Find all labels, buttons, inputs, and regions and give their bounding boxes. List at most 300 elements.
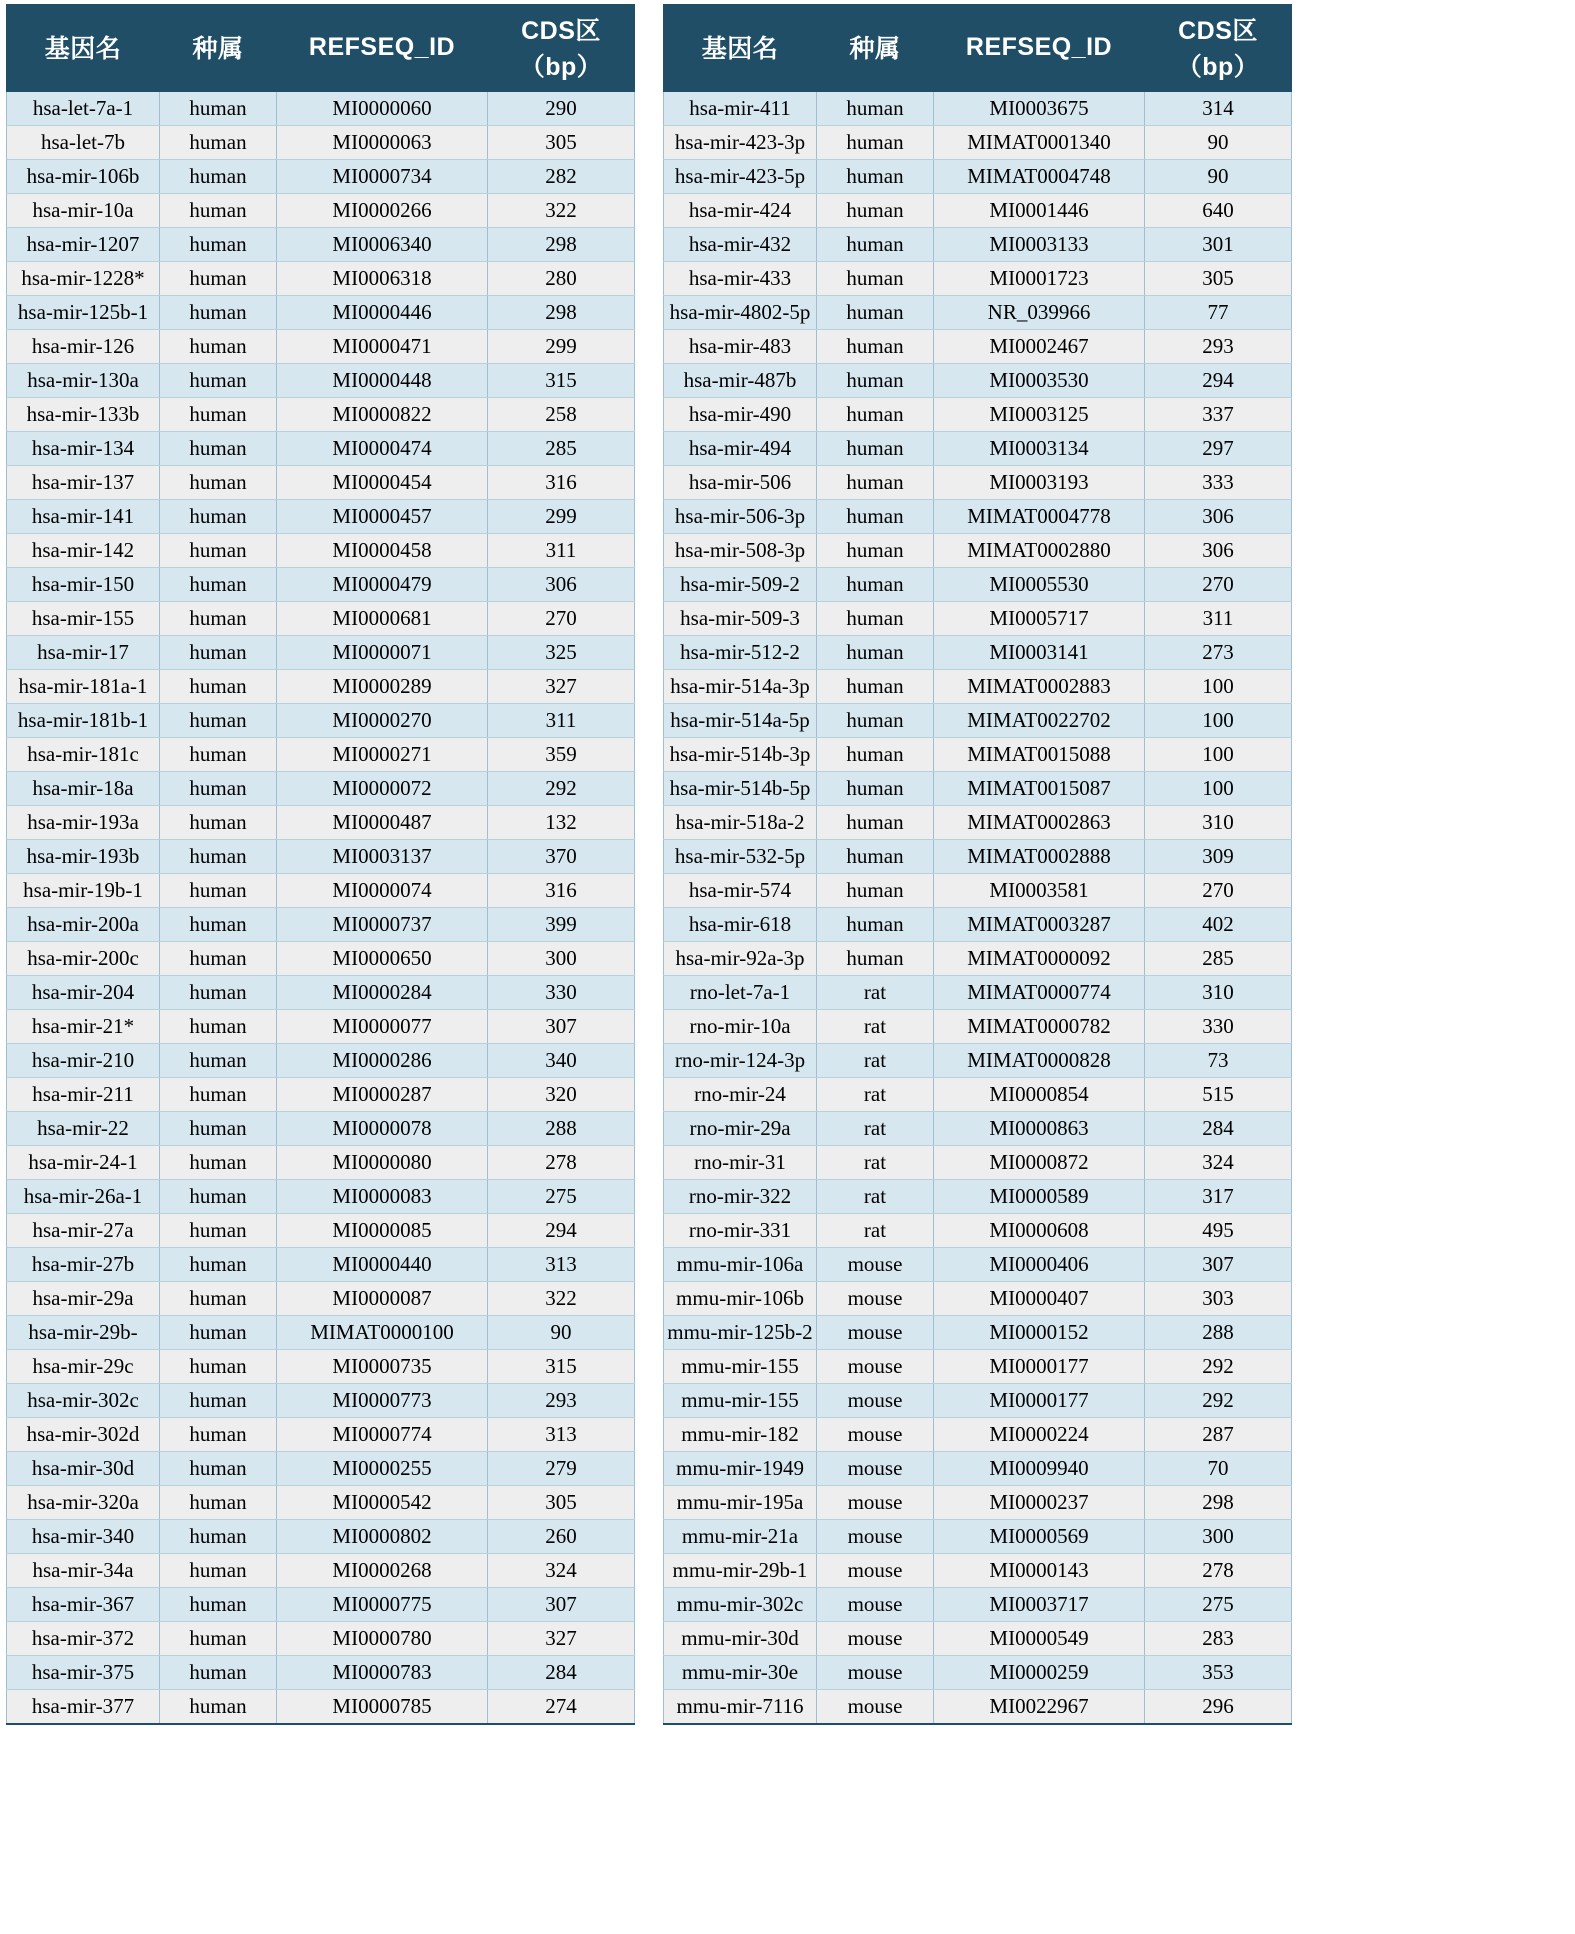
cell-gene-name: hsa-mir-29a xyxy=(7,1282,160,1316)
cell-cds-length: 333 xyxy=(1145,466,1292,500)
cell-gene-name: hsa-mir-27b xyxy=(7,1248,160,1282)
cell-cds-length: 100 xyxy=(1145,670,1292,704)
table-row xyxy=(7,228,635,262)
cell-species: human xyxy=(160,1452,277,1486)
cell-species: human xyxy=(160,1282,277,1316)
cell-species: human xyxy=(817,364,934,398)
table-row xyxy=(664,500,1292,534)
cell-cds-length: 337 xyxy=(1145,398,1292,432)
table-row xyxy=(664,772,1292,806)
cell-species: human xyxy=(160,874,277,908)
table-row xyxy=(7,976,635,1010)
cell-gene-name: hsa-mir-411 xyxy=(664,92,817,126)
gene-table-left xyxy=(6,4,635,1725)
cell-gene-name: hsa-mir-618 xyxy=(664,908,817,942)
cell-refseq-id: MIMAT0002880 xyxy=(934,534,1145,568)
cell-refseq-id: MI0000080 xyxy=(277,1146,488,1180)
cell-refseq-id: MI0003137 xyxy=(277,840,488,874)
cell-cds-length: 278 xyxy=(488,1146,635,1180)
cell-cds-length: 285 xyxy=(488,432,635,466)
cell-cds-length: 293 xyxy=(1145,330,1292,364)
cell-species: human xyxy=(160,1350,277,1384)
cell-gene-name: mmu-mir-106b xyxy=(664,1282,817,1316)
table-row xyxy=(7,1316,635,1350)
table-row xyxy=(664,466,1292,500)
cell-species: mouse xyxy=(817,1588,934,1622)
table-row xyxy=(664,1350,1292,1384)
table-row xyxy=(664,262,1292,296)
table-row xyxy=(664,228,1292,262)
table-row xyxy=(7,874,635,908)
cell-cds-length: 284 xyxy=(488,1656,635,1690)
table-row xyxy=(664,364,1292,398)
table-row xyxy=(7,364,635,398)
cell-refseq-id: MI0000085 xyxy=(277,1214,488,1248)
cell-cds-length: 275 xyxy=(488,1180,635,1214)
cell-gene-name: hsa-mir-181c xyxy=(7,738,160,772)
cell-gene-name: hsa-mir-30d xyxy=(7,1452,160,1486)
cell-cds-length: 322 xyxy=(488,1282,635,1316)
table-row xyxy=(7,1452,635,1486)
cell-species: rat xyxy=(817,1112,934,1146)
table-row xyxy=(7,126,635,160)
cell-refseq-id: MI0000487 xyxy=(277,806,488,840)
gene-table-right xyxy=(663,4,1292,1725)
cell-species: human xyxy=(160,1622,277,1656)
cell-gene-name: hsa-mir-204 xyxy=(7,976,160,1010)
cell-cds-length: 278 xyxy=(1145,1554,1292,1588)
cell-gene-name: hsa-let-7b xyxy=(7,126,160,160)
cell-gene-name: hsa-mir-125b-1 xyxy=(7,296,160,330)
cell-cds-length: 298 xyxy=(488,296,635,330)
table-body-right xyxy=(664,92,1292,1725)
cell-refseq-id: MI0000143 xyxy=(934,1554,1145,1588)
table-row xyxy=(664,1656,1292,1690)
cell-species: human xyxy=(160,330,277,364)
cell-species: human xyxy=(160,262,277,296)
cell-refseq-id: MI0000775 xyxy=(277,1588,488,1622)
cell-refseq-id: MI0000854 xyxy=(934,1078,1145,1112)
cell-cds-length: 288 xyxy=(488,1112,635,1146)
cell-species: rat xyxy=(817,1044,934,1078)
cell-refseq-id: MI0000471 xyxy=(277,330,488,364)
cell-species: human xyxy=(160,1112,277,1146)
cell-refseq-id: MI0000072 xyxy=(277,772,488,806)
cell-cds-length: 306 xyxy=(1145,500,1292,534)
cell-cds-length: 311 xyxy=(488,704,635,738)
cell-species: human xyxy=(817,500,934,534)
cell-refseq-id: MI0000287 xyxy=(277,1078,488,1112)
cell-refseq-id: MI0009940 xyxy=(934,1452,1145,1486)
cell-cds-length: 90 xyxy=(1145,160,1292,194)
cell-gene-name: hsa-mir-423-5p xyxy=(664,160,817,194)
cell-gene-name: hsa-mir-133b xyxy=(7,398,160,432)
table-row xyxy=(7,1656,635,1690)
cell-cds-length: 327 xyxy=(488,1622,635,1656)
cell-cds-length: 273 xyxy=(1145,636,1292,670)
cell-refseq-id: MI0003581 xyxy=(934,874,1145,908)
table-row xyxy=(664,398,1292,432)
cell-gene-name: hsa-mir-17 xyxy=(7,636,160,670)
cell-cds-length: 288 xyxy=(1145,1316,1292,1350)
cell-refseq-id: MI0000237 xyxy=(934,1486,1145,1520)
cell-gene-name: hsa-mir-126 xyxy=(7,330,160,364)
cell-gene-name: hsa-mir-490 xyxy=(664,398,817,432)
cell-cds-length: 370 xyxy=(488,840,635,874)
cell-species: human xyxy=(160,670,277,704)
cell-gene-name: hsa-mir-10a xyxy=(7,194,160,228)
table-row xyxy=(664,432,1292,466)
cell-refseq-id: MI0001446 xyxy=(934,194,1145,228)
cell-refseq-id: MI0006318 xyxy=(277,262,488,296)
table-row xyxy=(664,976,1292,1010)
header-row xyxy=(7,5,635,92)
cell-refseq-id: MI0000822 xyxy=(277,398,488,432)
cell-refseq-id: MI0000271 xyxy=(277,738,488,772)
cell-species: human xyxy=(160,92,277,126)
cell-refseq-id: MI0000407 xyxy=(934,1282,1145,1316)
header-row xyxy=(664,5,1292,92)
cell-species: rat xyxy=(817,1010,934,1044)
table-row xyxy=(7,1486,635,1520)
cell-cds-length: 90 xyxy=(1145,126,1292,160)
cell-refseq-id: MI0000542 xyxy=(277,1486,488,1520)
cell-cds-length: 314 xyxy=(1145,92,1292,126)
cell-refseq-id: MI0000458 xyxy=(277,534,488,568)
cell-species: mouse xyxy=(817,1622,934,1656)
cell-species: human xyxy=(817,262,934,296)
cell-cds-length: 100 xyxy=(1145,772,1292,806)
table-row xyxy=(664,1214,1292,1248)
cell-species: human xyxy=(817,194,934,228)
cell-species: human xyxy=(817,126,934,160)
cell-refseq-id: MI0000224 xyxy=(934,1418,1145,1452)
cell-species: human xyxy=(160,1384,277,1418)
cell-species: human xyxy=(160,1486,277,1520)
cell-refseq-id: MIMAT0002863 xyxy=(934,806,1145,840)
cell-species: rat xyxy=(817,1078,934,1112)
cell-species: human xyxy=(160,398,277,432)
table-row xyxy=(664,704,1292,738)
cell-cds-length: 399 xyxy=(488,908,635,942)
table-row xyxy=(7,398,635,432)
cell-refseq-id: MI0000087 xyxy=(277,1282,488,1316)
cell-cds-length: 132 xyxy=(488,806,635,840)
cell-refseq-id: MI0003193 xyxy=(934,466,1145,500)
cell-gene-name: hsa-mir-142 xyxy=(7,534,160,568)
cell-gene-name: mmu-mir-155 xyxy=(664,1350,817,1384)
cell-species: human xyxy=(160,636,277,670)
cell-species: mouse xyxy=(817,1452,934,1486)
cell-species: human xyxy=(160,126,277,160)
cell-refseq-id: MI0000071 xyxy=(277,636,488,670)
cell-refseq-id: MI0000737 xyxy=(277,908,488,942)
cell-cds-length: 327 xyxy=(488,670,635,704)
table-row xyxy=(664,806,1292,840)
cell-gene-name: rno-mir-24 xyxy=(664,1078,817,1112)
cell-species: human xyxy=(160,1180,277,1214)
cell-gene-name: mmu-mir-7116 xyxy=(664,1690,817,1725)
cell-refseq-id: MIMAT0000782 xyxy=(934,1010,1145,1044)
cell-species: mouse xyxy=(817,1486,934,1520)
cell-gene-name: hsa-mir-514a-3p xyxy=(664,670,817,704)
cell-cds-length: 284 xyxy=(1145,1112,1292,1146)
cell-cds-length: 359 xyxy=(488,738,635,772)
cell-cds-length: 301 xyxy=(1145,228,1292,262)
column-header-gene-name: 基因名 xyxy=(664,5,817,92)
cell-refseq-id: MIMAT0015088 xyxy=(934,738,1145,772)
cell-gene-name: hsa-mir-18a xyxy=(7,772,160,806)
table-row xyxy=(664,874,1292,908)
cell-species: human xyxy=(817,92,934,126)
table-row xyxy=(664,636,1292,670)
cell-cds-length: 285 xyxy=(1145,942,1292,976)
cell-refseq-id: MI0000060 xyxy=(277,92,488,126)
cell-gene-name: hsa-mir-518a-2 xyxy=(664,806,817,840)
cell-gene-name: hsa-mir-27a xyxy=(7,1214,160,1248)
cell-cds-length: 317 xyxy=(1145,1180,1292,1214)
cell-refseq-id: MI0000152 xyxy=(934,1316,1145,1350)
cell-species: mouse xyxy=(817,1350,934,1384)
table-row xyxy=(664,840,1292,874)
cell-species: mouse xyxy=(817,1418,934,1452)
cell-species: human xyxy=(817,670,934,704)
cell-cds-length: 77 xyxy=(1145,296,1292,330)
cell-species: human xyxy=(817,704,934,738)
cell-gene-name: rno-mir-322 xyxy=(664,1180,817,1214)
table-row xyxy=(7,262,635,296)
cell-species: human xyxy=(817,602,934,636)
cell-gene-name: hsa-mir-4802-5p xyxy=(664,296,817,330)
cell-species: human xyxy=(817,874,934,908)
cell-cds-length: 311 xyxy=(488,534,635,568)
cell-cds-length: 270 xyxy=(488,602,635,636)
cell-species: human xyxy=(160,1690,277,1725)
cell-refseq-id: MIMAT0015087 xyxy=(934,772,1145,806)
cell-refseq-id: MI0000872 xyxy=(934,1146,1145,1180)
cell-species: human xyxy=(160,1078,277,1112)
table-row xyxy=(7,330,635,364)
cell-species: human xyxy=(160,568,277,602)
cell-refseq-id: MIMAT0002883 xyxy=(934,670,1145,704)
table-row xyxy=(7,160,635,194)
cell-cds-length: 322 xyxy=(488,194,635,228)
cell-species: human xyxy=(817,330,934,364)
cell-species: human xyxy=(817,466,934,500)
table-row xyxy=(7,568,635,602)
cell-cds-length: 270 xyxy=(1145,874,1292,908)
cell-gene-name: hsa-mir-193a xyxy=(7,806,160,840)
cell-refseq-id: MI0005717 xyxy=(934,602,1145,636)
cell-gene-name: mmu-mir-21a xyxy=(664,1520,817,1554)
cell-species: human xyxy=(160,908,277,942)
cell-refseq-id: MI0000863 xyxy=(934,1112,1145,1146)
table-row xyxy=(7,1010,635,1044)
cell-refseq-id: MI0000773 xyxy=(277,1384,488,1418)
cell-refseq-id: MI0000608 xyxy=(934,1214,1145,1248)
cell-refseq-id: MIMAT0000092 xyxy=(934,942,1145,976)
cell-refseq-id: MI0000266 xyxy=(277,194,488,228)
cell-gene-name: hsa-mir-134 xyxy=(7,432,160,466)
cell-refseq-id: MI0000255 xyxy=(277,1452,488,1486)
cell-cds-length: 640 xyxy=(1145,194,1292,228)
cell-cds-length: 90 xyxy=(488,1316,635,1350)
cell-species: human xyxy=(160,1554,277,1588)
cell-species: human xyxy=(817,568,934,602)
cell-cds-length: 313 xyxy=(488,1418,635,1452)
cell-refseq-id: MIMAT0022702 xyxy=(934,704,1145,738)
table-row xyxy=(664,1622,1292,1656)
table-row xyxy=(7,602,635,636)
cell-cds-length: 292 xyxy=(1145,1350,1292,1384)
cell-gene-name: hsa-mir-372 xyxy=(7,1622,160,1656)
cell-refseq-id: MI0000078 xyxy=(277,1112,488,1146)
cell-refseq-id: MI0000681 xyxy=(277,602,488,636)
cell-cds-length: 300 xyxy=(1145,1520,1292,1554)
cell-gene-name: rno-mir-331 xyxy=(664,1214,817,1248)
cell-refseq-id: MI0000457 xyxy=(277,500,488,534)
cell-gene-name: rno-mir-10a xyxy=(664,1010,817,1044)
cell-refseq-id: MI0000083 xyxy=(277,1180,488,1214)
table-row xyxy=(664,942,1292,976)
cell-cds-length: 402 xyxy=(1145,908,1292,942)
cell-cds-length: 305 xyxy=(488,1486,635,1520)
cell-cds-length: 299 xyxy=(488,330,635,364)
cell-refseq-id: MI0003675 xyxy=(934,92,1145,126)
column-header-cds-length: CDS区（bp） xyxy=(488,5,635,92)
table-row xyxy=(664,296,1292,330)
cell-cds-length: 292 xyxy=(488,772,635,806)
cell-refseq-id: MI0000259 xyxy=(934,1656,1145,1690)
cell-gene-name: hsa-mir-193b xyxy=(7,840,160,874)
cell-refseq-id: MI0000077 xyxy=(277,1010,488,1044)
table-row xyxy=(7,534,635,568)
cell-refseq-id: MI0003133 xyxy=(934,228,1145,262)
table-row xyxy=(664,1316,1292,1350)
table-row xyxy=(7,1044,635,1078)
cell-cds-length: 274 xyxy=(488,1690,635,1725)
cell-refseq-id: MI0000474 xyxy=(277,432,488,466)
cell-gene-name: hsa-let-7a-1 xyxy=(7,92,160,126)
table-row xyxy=(7,1146,635,1180)
cell-gene-name: hsa-mir-487b xyxy=(664,364,817,398)
cell-refseq-id: MI0002467 xyxy=(934,330,1145,364)
table-row xyxy=(7,500,635,534)
table-row xyxy=(7,466,635,500)
cell-refseq-id: MI0005530 xyxy=(934,568,1145,602)
cell-gene-name: hsa-mir-24-1 xyxy=(7,1146,160,1180)
cell-gene-name: hsa-mir-509-2 xyxy=(664,568,817,602)
cell-species: human xyxy=(160,1214,277,1248)
cell-cds-length: 313 xyxy=(488,1248,635,1282)
cell-cds-length: 294 xyxy=(488,1214,635,1248)
cell-species: human xyxy=(160,738,277,772)
cell-refseq-id: MI0003530 xyxy=(934,364,1145,398)
cell-cds-length: 70 xyxy=(1145,1452,1292,1486)
cell-gene-name: rno-mir-124-3p xyxy=(664,1044,817,1078)
cell-gene-name: hsa-mir-377 xyxy=(7,1690,160,1725)
table-row xyxy=(664,1418,1292,1452)
cell-cds-length: 280 xyxy=(488,262,635,296)
column-header-species: 种属 xyxy=(160,5,277,92)
cell-species: human xyxy=(160,942,277,976)
cell-refseq-id: MI0000479 xyxy=(277,568,488,602)
cell-gene-name: hsa-mir-106b xyxy=(7,160,160,194)
cell-gene-name: rno-mir-29a xyxy=(664,1112,817,1146)
cell-species: mouse xyxy=(817,1384,934,1418)
cell-cds-length: 293 xyxy=(488,1384,635,1418)
cell-refseq-id: MI0000284 xyxy=(277,976,488,1010)
cell-refseq-id: MIMAT0004748 xyxy=(934,160,1145,194)
cell-cds-length: 340 xyxy=(488,1044,635,1078)
cell-gene-name: hsa-mir-508-3p xyxy=(664,534,817,568)
table-row xyxy=(664,1010,1292,1044)
cell-gene-name: hsa-mir-21* xyxy=(7,1010,160,1044)
cell-cds-length: 305 xyxy=(488,126,635,160)
cell-cds-length: 73 xyxy=(1145,1044,1292,1078)
cell-gene-name: hsa-mir-514a-5p xyxy=(664,704,817,738)
cell-gene-name: hsa-mir-375 xyxy=(7,1656,160,1690)
cell-gene-name: hsa-mir-26a-1 xyxy=(7,1180,160,1214)
cell-refseq-id: MIMAT0000100 xyxy=(277,1316,488,1350)
cell-gene-name: hsa-mir-155 xyxy=(7,602,160,636)
cell-cds-length: 270 xyxy=(1145,568,1292,602)
cell-cds-length: 305 xyxy=(1145,262,1292,296)
cell-gene-name: hsa-mir-494 xyxy=(664,432,817,466)
table-row xyxy=(7,636,635,670)
cell-cds-length: 316 xyxy=(488,874,635,908)
table-row xyxy=(664,908,1292,942)
table-row xyxy=(7,194,635,228)
cell-gene-name: hsa-mir-512-2 xyxy=(664,636,817,670)
cell-cds-length: 311 xyxy=(1145,602,1292,636)
cell-refseq-id: MI0000406 xyxy=(934,1248,1145,1282)
cell-species: human xyxy=(160,500,277,534)
cell-species: human xyxy=(817,296,934,330)
cell-cds-length: 320 xyxy=(488,1078,635,1112)
cell-gene-name: hsa-mir-483 xyxy=(664,330,817,364)
cell-cds-length: 279 xyxy=(488,1452,635,1486)
cell-species: human xyxy=(160,466,277,500)
cell-refseq-id: MI0003134 xyxy=(934,432,1145,466)
table-row xyxy=(664,194,1292,228)
cell-species: mouse xyxy=(817,1690,934,1725)
cell-gene-name: mmu-mir-29b-1 xyxy=(664,1554,817,1588)
table-row xyxy=(7,772,635,806)
cell-refseq-id: MIMAT0000774 xyxy=(934,976,1145,1010)
cell-species: human xyxy=(817,772,934,806)
cell-refseq-id: MI0000177 xyxy=(934,1350,1145,1384)
cell-refseq-id: MI0000063 xyxy=(277,126,488,160)
cell-gene-name: mmu-mir-302c xyxy=(664,1588,817,1622)
cell-species: human xyxy=(817,738,934,772)
cell-cds-length: 260 xyxy=(488,1520,635,1554)
cell-species: human xyxy=(160,296,277,330)
cell-species: human xyxy=(160,1588,277,1622)
cell-species: human xyxy=(817,840,934,874)
cell-refseq-id: MI0000589 xyxy=(934,1180,1145,1214)
cell-gene-name: hsa-mir-514b-5p xyxy=(664,772,817,806)
cell-refseq-id: NR_039966 xyxy=(934,296,1145,330)
cell-refseq-id: MI0000446 xyxy=(277,296,488,330)
table-row xyxy=(664,738,1292,772)
cell-cds-length: 300 xyxy=(488,942,635,976)
cell-species: mouse xyxy=(817,1248,934,1282)
table-row xyxy=(664,602,1292,636)
cell-species: human xyxy=(160,1146,277,1180)
cell-gene-name: hsa-mir-514b-3p xyxy=(664,738,817,772)
cell-cds-length: 324 xyxy=(1145,1146,1292,1180)
